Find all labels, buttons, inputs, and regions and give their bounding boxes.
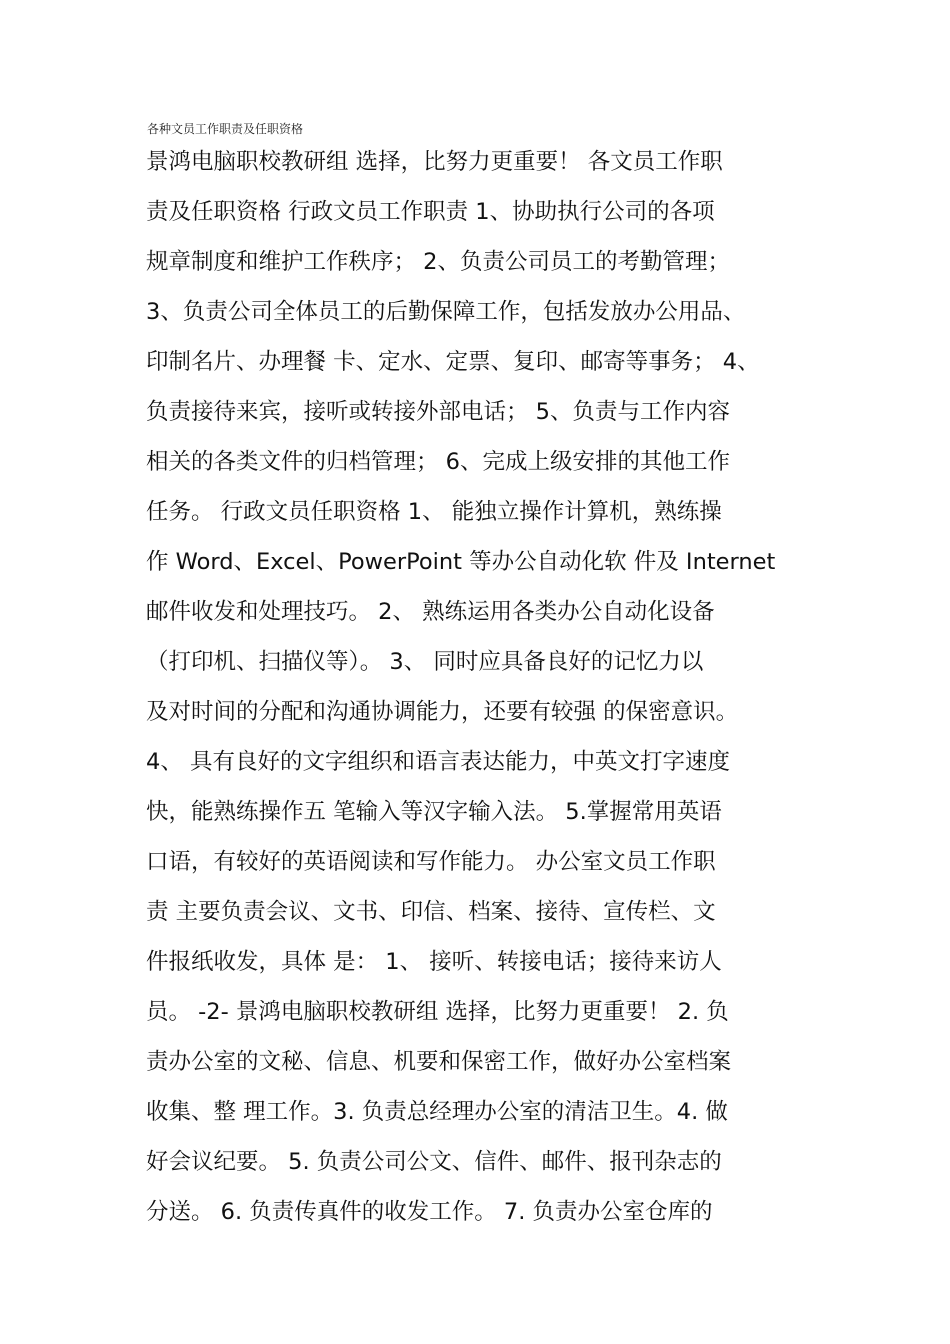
body-line: 印制名片、办理餐 卡、定水、定票、复印、邮寄等事务； 4、	[146, 349, 760, 375]
body-line: 规章制度和维护工作秩序； 2、负责公司员工的考勤管理；	[146, 249, 730, 275]
body-line: （打印机、扫描仪等）。 3、 同时应具备良好的记忆力以	[146, 649, 704, 675]
body-line: 相关的各类文件的归档管理； 6、完成上级安排的其他工作	[146, 449, 730, 475]
body-line: 3、负责公司全体员工的后勤保障工作，包括发放办公用品、	[146, 299, 746, 325]
body-line: 分送。 6. 负责传真件的收发工作。 7. 负责办公室仓库的	[146, 1199, 713, 1225]
document-body	[146, 137, 816, 1237]
body-line: 景鸿电脑职校教研组 选择，比努力更重要！ 各文员工作职	[146, 149, 723, 175]
body-line: 负责接待来宾，接听或转接外部电话； 5、负责与工作内容	[146, 399, 730, 425]
body-line: 责及任职资格 行政文员工作职责 1、协助执行公司的各项	[146, 199, 715, 225]
body-line: 员。 -2- 景鸿电脑职校教研组 选择，比努力更重要！ 2. 负	[146, 999, 729, 1025]
body-line: 作 Word、Excel、PowerPoint 等办公自动化软 件及 Internet	[146, 549, 776, 575]
body-line: 及对时间的分配和沟通协调能力，还要有较强 的保密意识。	[146, 699, 739, 725]
body-line: 责 主要负责会议、文书、印信、档案、接待、宣传栏、文	[146, 899, 716, 925]
body-line: 任务。 行政文员任职资格 1、 能独立操作计算机，熟练操	[146, 499, 722, 525]
body-line: 口语，有较好的英语阅读和写作能力。 办公室文员工作职	[146, 849, 716, 875]
body-line: 好会议纪要。 5. 负责公司公文、信件、邮件、报刊杂志的	[146, 1149, 722, 1175]
body-line: 快，能熟练操作五 笔输入等汉字输入法。 5.掌握常用英语	[146, 799, 722, 825]
document-header: 各种文员工作职责及任职资格	[147, 122, 304, 136]
body-line: 收集、整 理工作。3. 负责总经理办公室的清洁卫生。4. 做	[146, 1099, 728, 1125]
body-line: 责办公室的文秘、信息、机要和保密工作，做好办公室档案	[146, 1049, 732, 1075]
body-line: 4、 具有良好的文字组织和语言表达能力，中英文打字速度	[146, 749, 730, 775]
body-line: 邮件收发和处理技巧。 2、 熟练运用各类办公自动化设备	[146, 599, 715, 625]
body-line: 件报纸收发，具体 是： 1、 接听、转接电话；接待来访人	[146, 949, 722, 975]
